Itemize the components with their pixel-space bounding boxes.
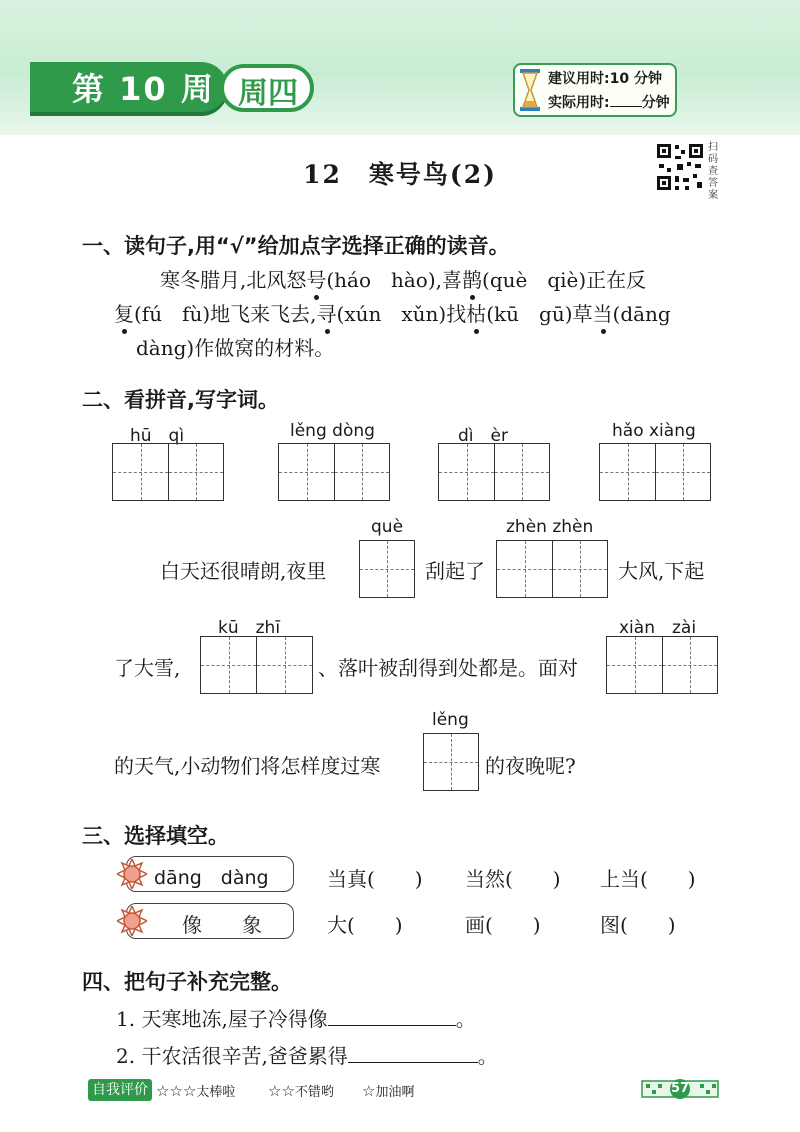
section-1-heading: 一、读句子,用“√”给加点字选择正确的读音。 [82, 234, 510, 258]
section-4-heading: 四、把句子补充完整。 [82, 970, 292, 994]
dotted-char: 寻 [316, 302, 337, 326]
star-icon: ☆ [362, 1082, 376, 1100]
s1-text: (xún xǔn)找 [336, 302, 467, 326]
s2-text-1a: 白天还很晴朗,夜里 [160, 559, 327, 583]
rating-good[interactable] [268, 1081, 334, 1100]
s1-text: (kū gū)草 [486, 302, 593, 326]
pinyin-leng: lěng [432, 710, 469, 730]
choice-item[interactable]: 上当( ) [600, 867, 696, 891]
writing-grid[interactable] [359, 540, 415, 598]
self-eval-badge: 自我评价 [88, 1079, 152, 1101]
s2-text-3a: 的天气,小动物们将怎样度过寒 [114, 754, 381, 778]
capsule-2-text: 像 象 [182, 913, 262, 937]
hourglass-icon [518, 68, 542, 112]
pinyin-3: dì èr [458, 426, 508, 446]
writing-grid[interactable] [423, 733, 479, 791]
s1-line-2 [114, 298, 671, 327]
dotted-char: 当 [592, 302, 613, 326]
star-icon: ☆☆ [268, 1082, 295, 1100]
rating-great-label: 太棒啦 [196, 1085, 236, 1100]
s1-text: (què qiè)正在反 [482, 268, 647, 292]
suggested-time: 建议用时:10 分钟 [548, 71, 662, 87]
rating-great[interactable] [156, 1081, 235, 1100]
pinyin-4: hǎo xiàng [612, 421, 696, 441]
sun-icon [117, 906, 147, 936]
choice-item[interactable]: 图( ) [600, 913, 676, 937]
answer-blank[interactable] [328, 1005, 456, 1026]
writing-grid[interactable] [496, 540, 608, 598]
pinyin-xianzai: xiàn zài [619, 618, 697, 638]
dotted-char: 复 [114, 302, 134, 326]
s4-question-2 [116, 1040, 498, 1069]
s2-text-3b: 的夜晚呢? [485, 754, 576, 778]
pinyin-zhenzhen: zhèn zhèn [506, 517, 594, 537]
page-number: 57 [670, 1081, 690, 1096]
writing-grid[interactable] [200, 636, 313, 694]
dotted-char: 号 [306, 268, 327, 292]
actual-time-label: 实际用时: [548, 95, 610, 111]
answer-blank[interactable] [348, 1042, 478, 1063]
dotted-char: 鹊 [462, 268, 483, 292]
pinyin-2: lěng dòng [290, 421, 375, 441]
section-3-heading: 三、选择填空。 [82, 824, 229, 848]
period: 。 [477, 1044, 498, 1068]
s4-question-1 [116, 1003, 476, 1032]
s2-text-2b: 、落叶被刮得到处都是。面对 [318, 656, 578, 680]
s1-line-3: dàng)作做窝的材料。 [136, 336, 335, 360]
star-icon: ☆☆☆ [156, 1082, 197, 1100]
s2-text-1c: 大风,下起 [618, 559, 705, 583]
sun-icon [117, 859, 147, 889]
s1-text: (fú fù)地飞来飞去, [134, 302, 317, 326]
rating-good-label: 不错哟 [294, 1085, 334, 1100]
actual-time-unit: 分钟 [641, 95, 670, 111]
lesson-title: 12 寒号鸟(2) [303, 160, 497, 189]
rating-try[interactable] [362, 1081, 414, 1100]
pinyin-que: què [371, 517, 404, 537]
capsule-1-text: dāng dàng [154, 867, 269, 889]
choice-item[interactable]: 画( ) [465, 913, 541, 937]
pinyin-1: hū qì [130, 426, 185, 446]
writing-grid[interactable] [438, 443, 550, 501]
choice-item[interactable]: 当真( ) [327, 867, 423, 891]
actual-time [548, 92, 670, 112]
s2-text-2a: 了大雪, [114, 656, 181, 680]
period: 。 [455, 1007, 476, 1031]
s1-text: 寒冬腊月,北风怒 [160, 268, 307, 292]
qr-code-icon[interactable] [655, 142, 705, 192]
s1-line-1 [160, 264, 646, 293]
writing-grid[interactable] [278, 443, 390, 501]
q2-text: 2. 干农活很辛苦,爸爸累得 [116, 1044, 348, 1068]
writing-grid[interactable] [112, 443, 224, 501]
s1-text: (dāng [612, 302, 671, 326]
writing-grid[interactable] [599, 443, 711, 501]
choice-item[interactable]: 当然( ) [465, 867, 561, 891]
day-label: 周四 [238, 76, 298, 111]
s1-text: (háo hào),喜 [326, 268, 463, 292]
week-label: 第 10 周 [72, 70, 215, 108]
q1-text: 1. 天寒地冻,屋子冷得像 [116, 1007, 328, 1031]
qr-caption: 扫码查答案 [708, 142, 718, 201]
s2-text-1b: 刮起了 [425, 559, 485, 583]
dotted-char: 枯 [466, 302, 487, 326]
rating-try-label: 加油啊 [375, 1085, 415, 1100]
choice-item[interactable]: 大( ) [327, 913, 403, 937]
section-2-heading: 二、看拼音,写字词。 [82, 388, 279, 412]
writing-grid[interactable] [606, 636, 718, 694]
pinyin-kuzhi: kū zhī [218, 618, 281, 638]
